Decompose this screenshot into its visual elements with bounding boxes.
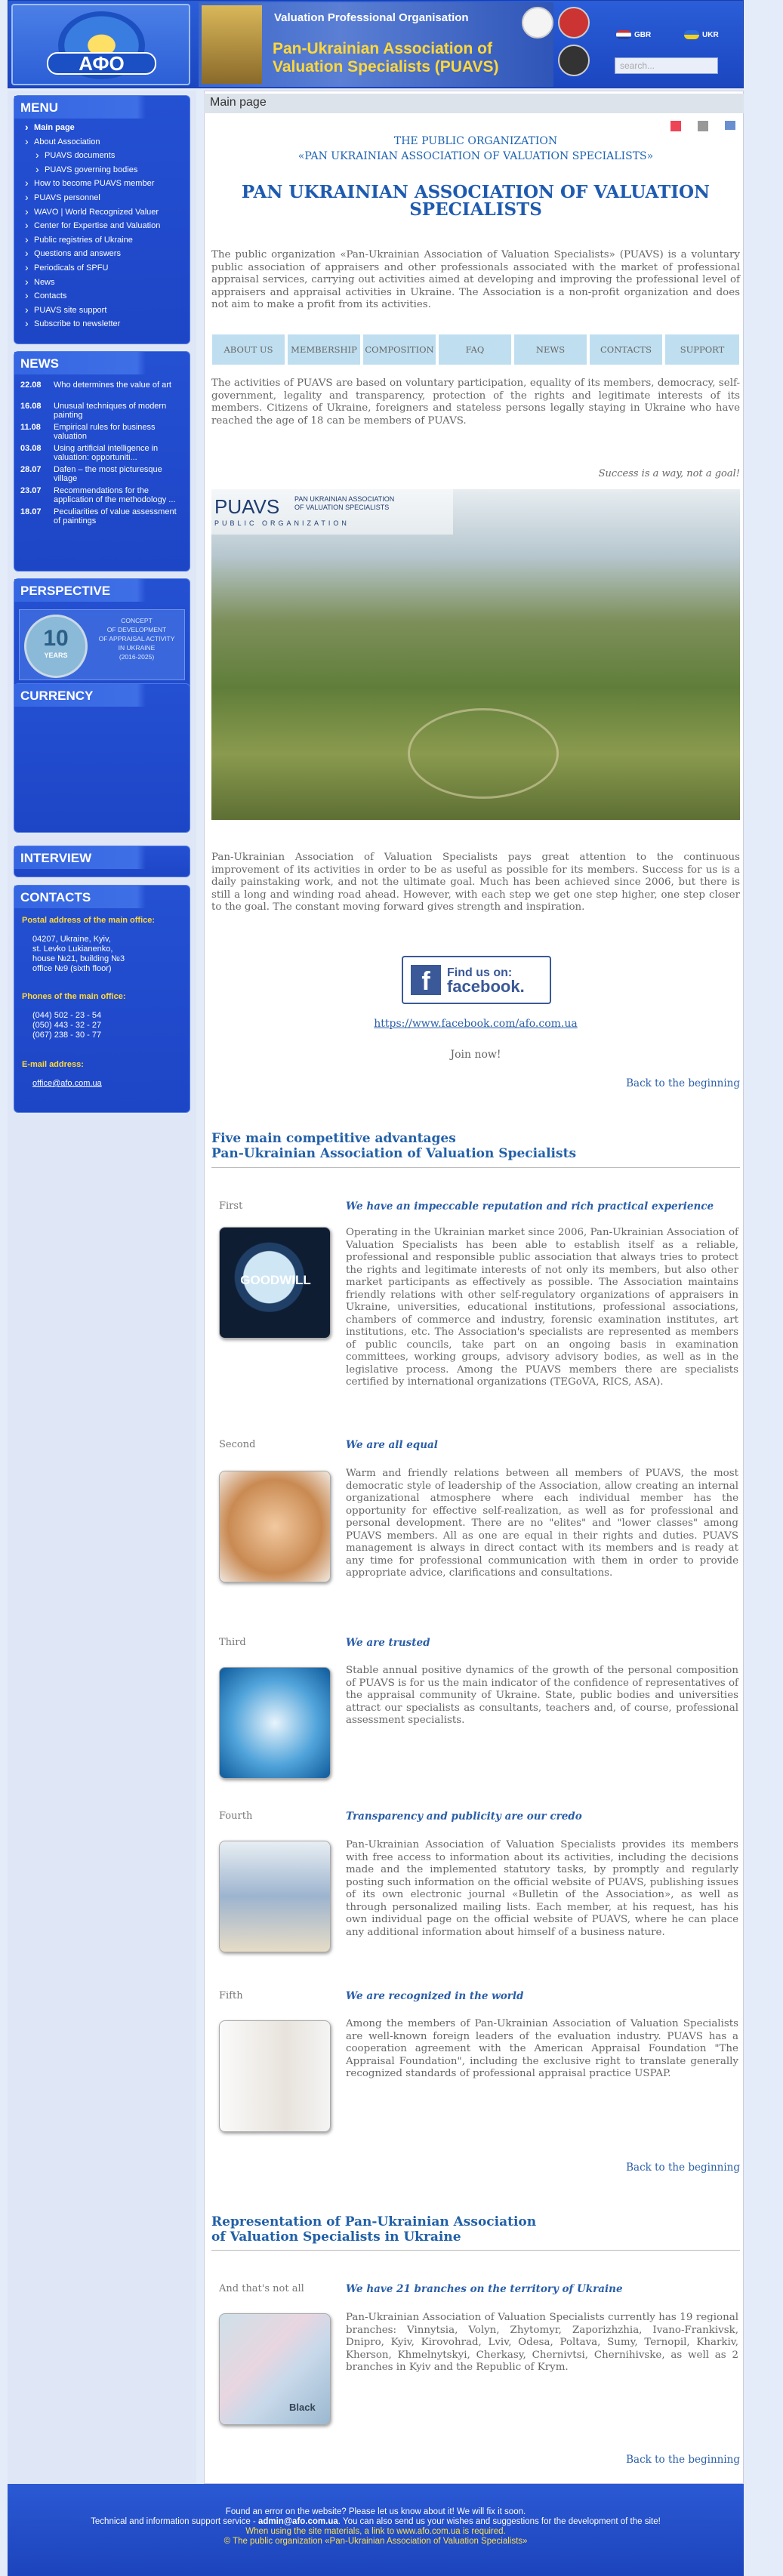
tab-composition[interactable]: COMPOSITION — [362, 334, 436, 365]
phone-number[interactable]: (050) 443 - 32 - 27 — [32, 1021, 102, 1030]
interview-title: INTERVIEW — [14, 846, 190, 869]
news-item[interactable] — [14, 379, 190, 400]
email-icon[interactable] — [725, 121, 735, 130]
news-text: Using artificial intelligence in valuation: opportuniti... — [54, 444, 159, 462]
image-brand-sub: PAN UKRAINIAN ASSOCIATION — [294, 495, 395, 503]
footer-text: Technical and information support service - — [91, 2517, 258, 2526]
menu-item[interactable]: › Main page — [14, 123, 190, 137]
site-footer — [8, 2484, 744, 2576]
news-item[interactable] — [14, 400, 190, 421]
image-brand-sub: PUBLIC ORGANIZATION — [214, 519, 350, 527]
advantage-label: Fifth — [219, 1990, 243, 2001]
footer-line: Found an error on the website? Please let us know about it! We will fix it soon. — [225, 2507, 526, 2516]
contacts-title: CONTACTS — [14, 886, 190, 908]
goodwill-label: GOODWILL — [240, 1273, 311, 1287]
fb-name: facebook. — [447, 977, 525, 996]
representation-title: We have 21 branches on the territory of Ukraine — [346, 2283, 623, 2295]
representation-label: And that's not all — [219, 2283, 304, 2294]
perspective-title: PERSPECTIVE — [14, 579, 190, 602]
activities-text: The activities of PUAVS are based on voluntary participation, equality of its members, democracy, self-government, legality and transparency, protection of the rights and legitimate interests of its members. Citizens of Ukraine, foreigners and stateless persons legally staying in Ukraine who have reached the age of 18 can be members of PUAVS. — [211, 377, 740, 427]
phone-number[interactable]: (067) 238 - 30 - 77 — [32, 1031, 102, 1040]
advantage-title: We are all equal — [346, 1439, 438, 1451]
ukraine-map-image — [219, 2313, 331, 2425]
handshake-image — [219, 1667, 331, 1779]
tab-news[interactable]: NEWS — [513, 334, 587, 365]
ukraine-flag-icon — [684, 30, 699, 39]
subtitle-line-1: THE PUBLIC ORGANIZATION — [393, 135, 558, 147]
tab-membership[interactable]: MEMBERSHIP — [287, 334, 361, 365]
search-input[interactable]: search... — [615, 57, 718, 74]
partner-seal-icon[interactable] — [522, 7, 553, 39]
news-text: Who determines the value of art — [54, 381, 171, 390]
news-text: Peculiarities of value assessment of paintings — [54, 507, 177, 525]
subtitle-line-2: «PAN UKRAINIAN ASSOCIATION OF VALUATION SPECIALISTS» — [297, 150, 654, 162]
menu-item[interactable]: › PUAVS site support — [14, 306, 190, 320]
news-title: NEWS — [14, 352, 190, 374]
news-date: 23.07 — [20, 486, 42, 495]
phone-number[interactable]: (044) 502 - 23 - 54 — [32, 1011, 102, 1020]
concept-line: IN UKRAINE — [118, 644, 156, 652]
representation-heading-line: of Valuation Specialists in Ukraine — [211, 2229, 461, 2245]
advantage-label: Second — [219, 1439, 256, 1450]
news-item[interactable] — [14, 421, 190, 442]
advantage-label: First — [219, 1200, 243, 1212]
goodwill-image — [219, 1227, 331, 1339]
intro-text: The public organization «Pan-Ukrainian Association of Valuation Specialists» (PUAVS) is a voluntary public association of appraisers and other professionals associated with the market of professional appraisal services, carrying out activities aimed at developing and improving the professional level of appraisers and appraisal activities in Ukraine. The Association is a non-profit organization and does not aim to make a profit from its activities. — [211, 249, 740, 310]
ivsc-seal-icon[interactable] — [558, 7, 590, 39]
menu-item[interactable]: › News — [14, 278, 190, 292]
badge-number: 10 — [43, 626, 69, 651]
page-title: PAN UKRAINIAN ASSOCIATION OF VALUATION SPECIALISTS — [241, 182, 711, 220]
site-header — [8, 0, 744, 88]
join-now: Join now! — [450, 1049, 501, 1061]
currency-title: CURRENCY — [14, 684, 190, 707]
image-brand: PUAVS — [214, 495, 280, 518]
menu-item[interactable]: › How to become PUAVS member — [14, 179, 190, 193]
image-brand-sub: OF VALUATION SPECIALISTS — [294, 504, 390, 511]
concept-line: OF DEVELOPMENT — [106, 626, 167, 633]
success-text: Pan-Ukrainian Association of Valuation Specialists pays great attention to the continuous improvement of its activities in order to be as useful as possible for its members. Success for us is a daily painstaking work, and not the ultimate goal. Much has been achieved since 2006, but there is still a long and winding road ahead. However, with each step we get one step higher, one step closer to the goal. The constant moving forward gives strength and inspiration. — [211, 852, 740, 913]
advantages-heading-line: Five main competitive advantages — [211, 1131, 456, 1146]
copyright: © The public organization «Pan-Ukrainian Association of Valuation Specialists» — [223, 2537, 528, 2546]
advantage-title: We have an impeccable reputation and rich practical experience — [346, 1200, 714, 1213]
divider — [211, 1167, 740, 1168]
coat-of-arms-icon — [202, 5, 262, 84]
back-to-top-link[interactable]: Back to the beginning — [626, 1077, 740, 1089]
news-item[interactable] — [14, 442, 190, 464]
news-text: Recommendations for the application of the methodology ... — [54, 486, 176, 504]
divider — [211, 2250, 740, 2251]
news-date: 18.07 — [20, 507, 42, 516]
courier-image — [219, 1841, 331, 1952]
menu-item[interactable]: › Center for Expertise and Valuation — [14, 221, 190, 236]
tab-contacts[interactable]: CONTACTS — [589, 334, 663, 365]
back-to-top-link[interactable]: Back to the beginning — [626, 2454, 740, 2466]
advantage-text: Operating in the Ukrainian market since 2006, Pan-Ukrainian Association of Valuation Specialists has been able to establish itself as a reliable, professional and responsible public association that always tries to protect the rights and legitimate interests of not only its members, but also other market participants as effectively as possible. The Association maintains friendly relations with other self-regulatory organizations of appraisers in Ukraine, universities, educational institutions, professional associations, chambers of commerce and industry, forensic examination institutes, art institutions, etc. The Association's specialists are represented as members of public councils, take part on an ongoing basis in examination committees, working groups, advisory advisory bodies, as well as in the legislative process. Among the PUAVS members there are specialists certified by international organizations (TEGoVA, RICS, ASA). — [346, 1227, 738, 1388]
back-to-top-link[interactable]: Back to the beginning — [626, 2162, 740, 2174]
business-people-image — [219, 2020, 331, 2132]
representation-heading-line: Representation of Pan-Ukrainian Association — [211, 2214, 537, 2229]
advantage-title: We are recognized in the world — [346, 1990, 524, 2002]
postal-label: Postal address of the main office: — [22, 916, 156, 925]
facebook-icon: f — [411, 965, 441, 995]
menu-item[interactable]: › Contacts — [14, 291, 190, 306]
advantages-heading-line: Pan-Ukrainian Association of Valuation Specialists — [211, 1146, 577, 1161]
news-text: Unusual techniques of modern painting — [54, 402, 167, 420]
menu-item[interactable]: › Public registries of Ukraine — [14, 236, 190, 250]
pdf-icon[interactable] — [670, 121, 681, 131]
badge-word: YEARS — [44, 652, 68, 659]
partner-seal-dark-icon[interactable] — [558, 45, 590, 76]
advantage-title: We are trusted — [346, 1637, 430, 1649]
news-date: 22.08 — [20, 381, 42, 390]
banner-org-label: Valuation Professional Organisation — [274, 11, 469, 24]
advantage-text: Warm and friendly relations between all members of PUAVS, the most democratic style of leadership of the Association, allow creating an internal organizational atmosphere where each individual member has the opportunity for effective self-realization, as well as for professional and personal development. There are no "elites" and "lower classes" among PUAVS members. All as one are equal in their rights and duties. PUAVS management is always in direct contact with its members and is ready at any time for professional communication with them in order to provide appropriate advice, clarifications and consultations. — [346, 1468, 738, 1579]
fb-find-label: Find us on: — [447, 966, 513, 979]
phones-label: Phones of the main office: — [22, 992, 126, 1001]
section-tabs — [211, 334, 740, 367]
representation-heading — [211, 2214, 740, 2245]
site-logo[interactable] — [11, 4, 190, 85]
representation-text: Pan-Ukrainian Association of Valuation Specialists currently has 19 regional branches: Vinnytsia, Volyn, Zhytomyr, Zaporizhzhia, Ivano-Frankivsk, Dnipro, Kyiv, Kirovohrad, Lviv, Odesa, Poltava, Sumy, Ternopil, Kharkiv, Kherson, Khmelnytskyi, Cherkasy, Chernivtsi, Chernihivske, as well as 2 branches in Kyiv and the Republic of Krym. — [346, 2312, 738, 2373]
page-subtitle — [211, 134, 740, 164]
menu-item[interactable]: › Subscribe to newsletter — [14, 319, 190, 334]
news-date: 16.08 — [20, 402, 42, 411]
address-line: st. Levko Lukianenko, — [32, 944, 113, 954]
uk-flag-icon — [616, 30, 631, 39]
lang-ukr-button[interactable] — [684, 27, 719, 42]
menu-list — [14, 119, 190, 334]
breadcrumb: Main page — [204, 94, 744, 113]
lang-gbr-button[interactable] — [616, 27, 651, 42]
advantage-text: Stable annual positive dynamics of the growth of the personal composition of PUAVS is for us the main indicator of the confidence of representatives of the appraisal community of Ukraine. State, public bodies and universities attract our specialists as consultants, teachers and, of course, professional assessment specialists. — [346, 1665, 738, 1726]
menu-item[interactable]: › PUAVS documents — [14, 151, 190, 165]
menu-item[interactable]: › About Association — [14, 137, 190, 152]
news-text: Dafen – the most picturesque village — [54, 465, 162, 483]
menu-title: MENU — [14, 96, 190, 119]
support-email-link[interactable]: admin@afo.com.ua — [257, 2517, 338, 2526]
news-item[interactable] — [14, 506, 190, 527]
footer-text: . You can also send us your wishes and suggestions for the development of the site! — [338, 2517, 661, 2526]
mountain-road-image — [211, 489, 740, 820]
news-item[interactable] — [14, 464, 190, 485]
banner-title: Pan-Ukrainian Association of Valuation Specialists (PUAVS) — [273, 40, 499, 75]
contacts-panel — [14, 885, 190, 1113]
facebook-button[interactable] — [402, 956, 551, 1004]
menu-item[interactable]: › Questions and answers — [14, 249, 190, 263]
motto: Success is a way, not a goal! — [598, 468, 740, 479]
advantage-title: Transparency and publicity are our credo — [346, 1810, 582, 1823]
advantages-heading — [211, 1131, 740, 1161]
facebook-link[interactable]: https://www.facebook.com/afo.com.ua — [374, 1018, 578, 1030]
address-line: house №21, building №3 — [32, 954, 125, 963]
email-link[interactable]: office@afo.com.ua — [32, 1079, 102, 1088]
news-panel — [14, 351, 190, 572]
email-label: E-mail address: — [22, 1060, 84, 1069]
map-label: Black — [289, 2402, 316, 2413]
menu-item[interactable]: › Periodicals of SPFU — [14, 263, 190, 278]
news-date: 11.08 — [20, 423, 41, 432]
hands-together-image — [219, 1471, 331, 1582]
tab-faq[interactable]: FAQ — [438, 334, 512, 365]
footer-line — [8, 2517, 744, 2527]
menu-item[interactable]: › PUAVS governing bodies — [14, 165, 190, 180]
advantage-label: Fourth — [219, 1810, 253, 1822]
interview-panel[interactable] — [14, 846, 190, 877]
news-date: 28.07 — [20, 465, 42, 474]
lang-gbr-label: GBR — [634, 30, 652, 39]
concept-banner[interactable] — [19, 609, 185, 680]
lang-ukr-label: UKR — [702, 30, 719, 39]
footer-line: When using the site materials, a link to www.afo.com.ua is required. — [245, 2527, 506, 2536]
logo-text: АФО — [47, 52, 156, 75]
news-text: Empirical rules for business valuation — [54, 423, 156, 441]
left-sidebar — [8, 91, 196, 2484]
news-date: 03.08 — [20, 444, 42, 453]
tab-about[interactable]: ABOUT US — [211, 334, 285, 365]
tab-support[interactable]: SUPPORT — [664, 334, 740, 365]
print-icon[interactable] — [698, 121, 708, 131]
advantage-text: Among the members of Pan-Ukrainian Association of Valuation Specialists are well-known foreign leaders of the evaluation industry. PUAVS has a cooperation agreement with the American Appraisal Foundation "The Appraisal Foundation", including the exclusive right to translate generally recognized standards of professional appraisal practice USPAP. — [346, 2018, 738, 2079]
concept-line: (2016-2025) — [119, 653, 155, 661]
header-banner — [199, 2, 553, 87]
address-line: office №9 (sixth floor) — [32, 964, 112, 973]
advantage-text: Pan-Ukrainian Association of Valuation Specialists provides its members with free access to information about its activities, including the decisions made and the implemented statutory tasks, by promptly and regularly posting such information on the official website of PUAVS, publishing issues of its own electronic journal «Bulletin of the Association», as well as through personalized mailing lists. Each member, at his request, has his own individual page on the official website of PUAVS, where he can place any additional information about himself of a business nature. — [346, 1839, 738, 1938]
menu-panel — [14, 95, 190, 344]
advantage-label: Third — [219, 1637, 246, 1648]
concept-line: CONCEPT — [121, 617, 153, 624]
currency-panel — [14, 683, 190, 833]
concept-line: OF APPRAISAL ACTIVITY — [98, 635, 175, 642]
menu-item[interactable]: › PUAVS personnel — [14, 193, 190, 208]
address-line: 04207, Ukraine, Kyiv, — [32, 935, 111, 944]
news-item[interactable] — [14, 485, 190, 506]
ten-years-badge-icon — [24, 615, 88, 678]
menu-item[interactable]: › WAVO | World Recognized Valuer — [14, 208, 190, 222]
